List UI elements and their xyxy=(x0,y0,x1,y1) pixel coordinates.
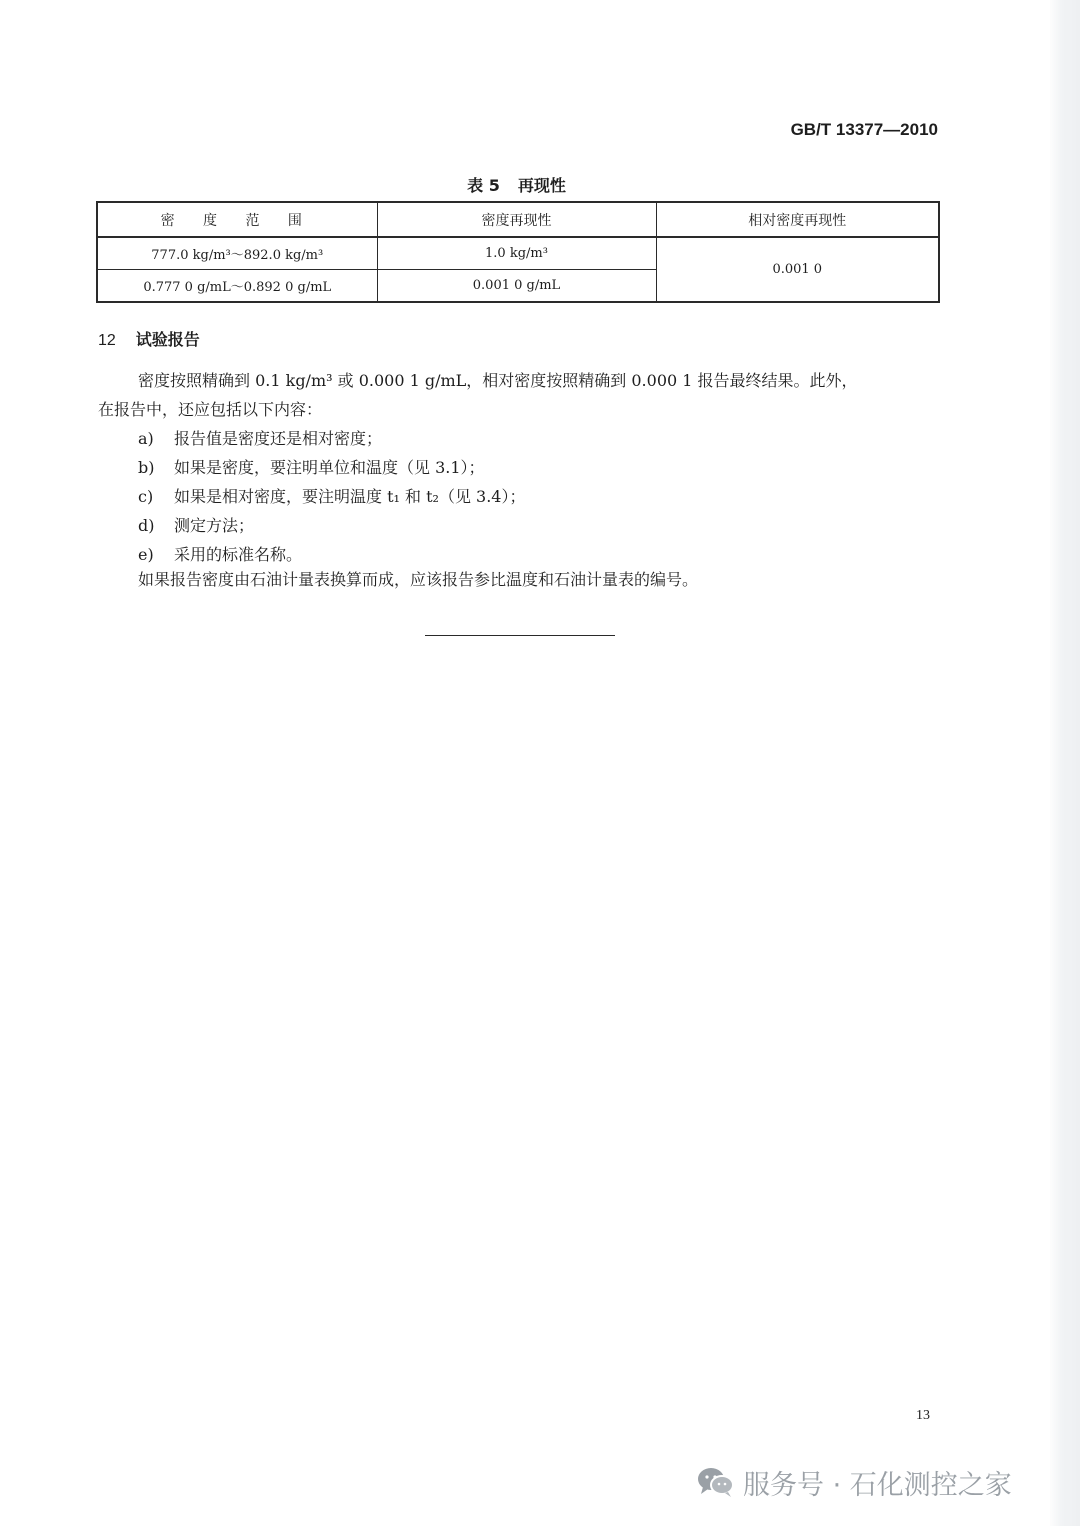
section-heading xyxy=(98,327,200,350)
table-caption xyxy=(96,173,937,196)
list-item: a) 报告值是密度还是相对密度； xyxy=(138,429,383,448)
table-header-row xyxy=(97,202,939,237)
end-rule xyxy=(425,635,615,636)
list-item: b) 如果是密度，要注明单位和温度（见 3.1）； xyxy=(138,458,485,477)
closing-paragraph: 如果报告密度由石油计量表换算而成，应该报告参比温度和石油计量表的编号。 xyxy=(138,570,699,589)
watermark-text: 服务号 · 石化测控之家 xyxy=(743,1469,1012,1501)
cell-relative-reproducibility: 0.001 0 xyxy=(656,237,939,302)
table-row xyxy=(97,237,939,270)
report-items-list xyxy=(138,424,525,569)
page-edge-shadow xyxy=(1050,0,1080,1526)
cell-reproducibility: 0.001 0 g/mL xyxy=(377,270,656,303)
header-relative-density-reproducibility: 相对密度再现性 xyxy=(656,202,939,237)
intro-line-2: 在报告中，还应包括以下内容： xyxy=(98,400,323,419)
watermark xyxy=(697,1462,1012,1502)
header-density-reproducibility: 密度再现性 xyxy=(377,202,656,237)
section-number: 12 xyxy=(98,332,116,349)
table-caption-label: 表 5 xyxy=(467,176,500,195)
list-item: e) 采用的标准名称。 xyxy=(138,545,303,564)
wechat-icon xyxy=(697,1466,735,1498)
standard-code: GB/T 13377—2010 xyxy=(790,120,938,139)
cell-reproducibility: 1.0 kg/m³ xyxy=(377,237,656,270)
cell-range: 777.0 kg/m³～892.0 kg/m³ xyxy=(97,237,377,270)
section-intro xyxy=(98,366,940,424)
list-item: c) 如果是相对密度，要注明温度 t₁ 和 t₂（见 3.4）； xyxy=(138,487,526,506)
header-density-range: 密 度 范 围 xyxy=(97,202,377,237)
section-title: 试验报告 xyxy=(135,330,200,349)
intro-line-1: 密度按照精确到 0.1 kg/m³ 或 0.000 1 g/mL，相对密度按照精确到 0.000 1 报告最终结果。此外， xyxy=(138,371,858,390)
table-caption-title: 再现性 xyxy=(517,176,566,195)
reproducibility-table xyxy=(96,201,940,303)
list-item: d) 测定方法； xyxy=(138,516,255,535)
cell-range: 0.777 0 g/mL～0.892 0 g/mL xyxy=(97,270,377,303)
page-number: 13 xyxy=(916,1408,930,1423)
